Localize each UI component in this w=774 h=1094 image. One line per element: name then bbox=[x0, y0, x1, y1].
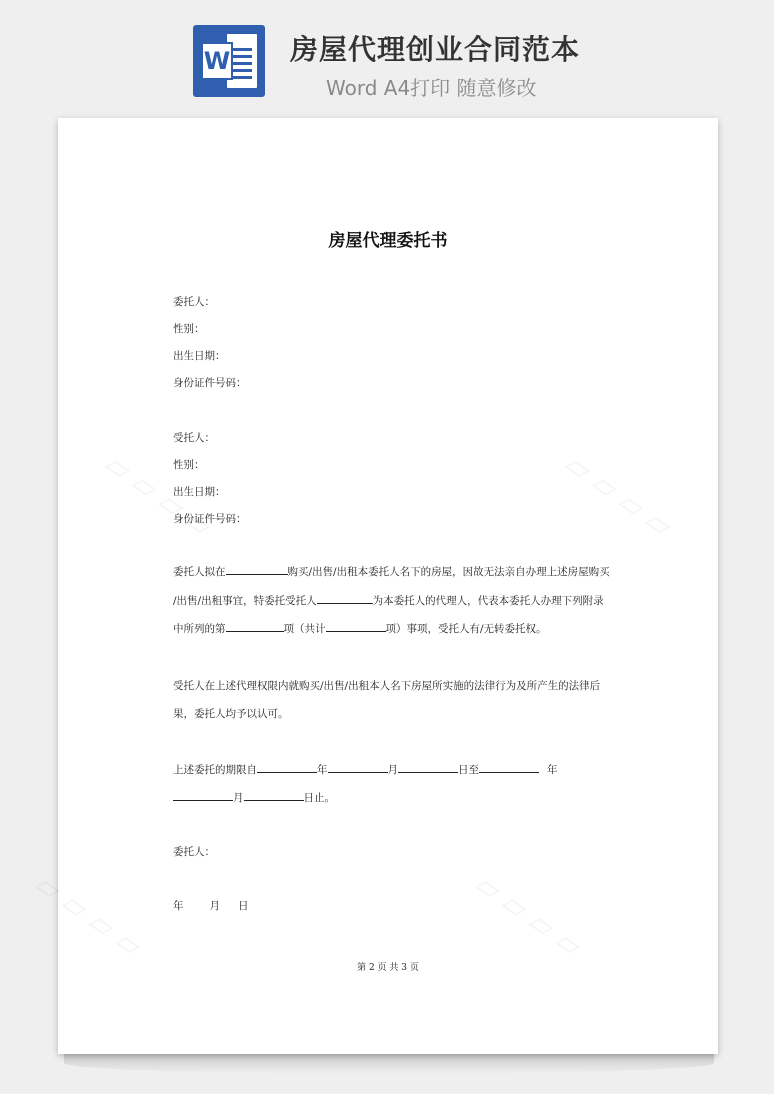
blank-field[interactable] bbox=[257, 762, 317, 773]
blank-field[interactable] bbox=[398, 762, 458, 773]
principal-birth: 出生日期： bbox=[173, 350, 226, 362]
blank-field[interactable] bbox=[173, 790, 233, 801]
document-title: 房屋代理委托书 bbox=[328, 231, 448, 251]
para1-line1: 委托人拟在 购买/出售/出租本委托人名下的房屋，因故无法亲自办理上述房屋购买 bbox=[173, 566, 610, 578]
agent-id: 身份证件号码： bbox=[173, 513, 247, 525]
para2-line1: 受托人在上述代理权限内就购买/出售/出租本人名下房屋所实施的法律行为及所产生的法律后 bbox=[173, 680, 601, 692]
word-icon: W bbox=[193, 25, 265, 97]
principal-label: 委托人： bbox=[173, 296, 215, 308]
sign-date: 年 月 日 bbox=[173, 900, 249, 912]
blank-field[interactable] bbox=[328, 762, 388, 773]
sign-label: 委托人： bbox=[173, 846, 215, 858]
blank-field[interactable] bbox=[317, 593, 373, 604]
header bbox=[0, 0, 774, 110]
blank-field[interactable] bbox=[326, 621, 386, 632]
blank-field[interactable] bbox=[226, 564, 288, 575]
principal-id: 身份证件号码： bbox=[173, 377, 247, 389]
agent-birth: 出生日期： bbox=[173, 486, 226, 498]
para2-line2: 果，委托人均予以认可。 bbox=[173, 708, 289, 720]
para1-line2: /出售/出租事宜，特委托受托人 为本委托人的代理人，代表本委托人办理下列附录 bbox=[173, 595, 604, 607]
page-title: 房屋代理创业合同范本 bbox=[290, 33, 581, 66]
principal-gender: 性别： bbox=[173, 323, 205, 335]
blank-field[interactable] bbox=[479, 762, 539, 773]
page-subtitle: Word A4打印 随意修改 bbox=[326, 76, 537, 100]
para3-line1: 上述委托的期限自 年 月 日至 年 bbox=[173, 764, 558, 776]
para1-line3: 中所列的第 项（共计 项）事项，受托人有/无转委托权。 bbox=[173, 623, 547, 635]
blank-field[interactable] bbox=[226, 621, 284, 632]
para3-line2: 月 日止。 bbox=[173, 790, 335, 805]
page-shadow bbox=[64, 1052, 714, 1074]
document-page bbox=[58, 118, 718, 1054]
watermark bbox=[559, 446, 678, 544]
page-number: 第 2 页 共 3 页 bbox=[357, 963, 419, 973]
blank-field[interactable] bbox=[244, 790, 304, 801]
watermark bbox=[469, 866, 588, 964]
agent-gender: 性别： bbox=[173, 459, 205, 471]
agent-label: 受托人： bbox=[173, 432, 215, 444]
watermark bbox=[29, 866, 148, 964]
